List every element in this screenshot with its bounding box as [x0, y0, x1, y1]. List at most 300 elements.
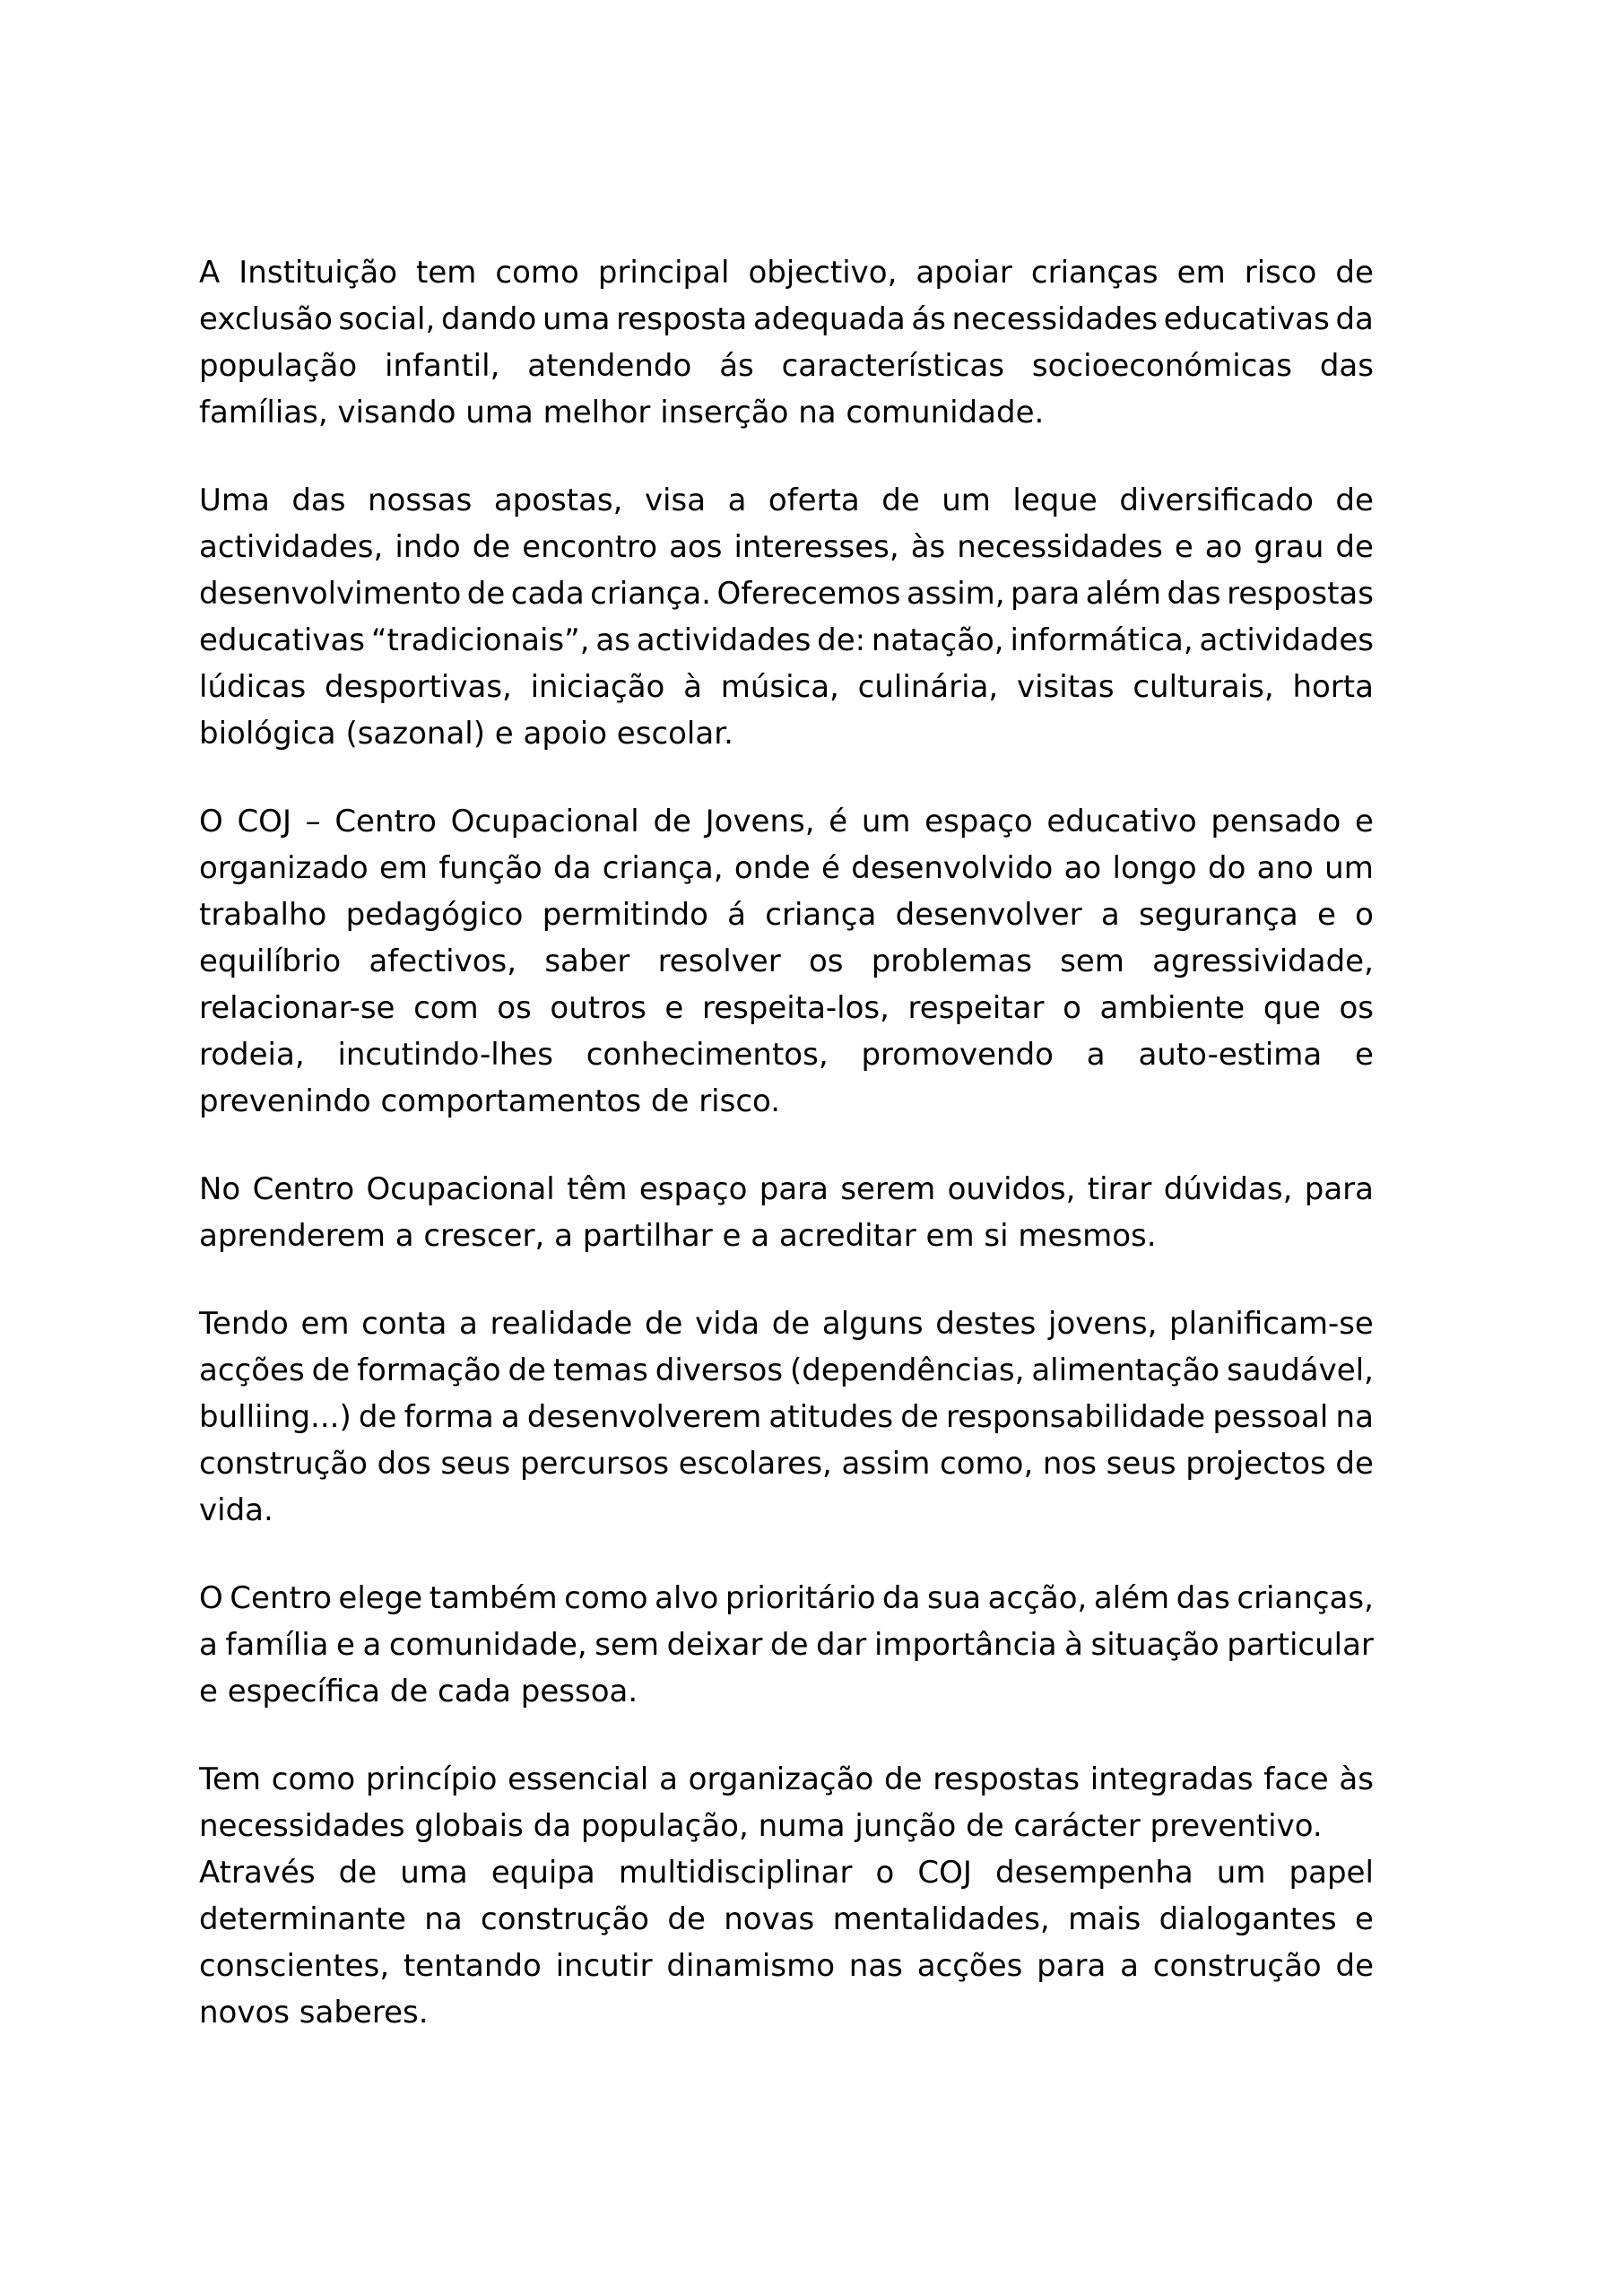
word: essencial	[508, 1761, 649, 1797]
word: (dependências,	[790, 1352, 1025, 1388]
word: necessidades	[951, 301, 1159, 337]
word: Centro	[334, 804, 437, 839]
word: de	[1335, 483, 1374, 518]
word: COJ	[917, 1855, 972, 1891]
word: crianças	[1030, 255, 1159, 291]
word: formação	[357, 1352, 501, 1388]
word: trabalho	[199, 897, 327, 933]
word: à	[1064, 1627, 1083, 1663]
word: ano	[1256, 850, 1314, 886]
word: construção	[1152, 1948, 1322, 1984]
word: nas	[848, 1948, 903, 1984]
word: e	[1174, 529, 1193, 565]
word: como,	[940, 1446, 1034, 1482]
word: e	[1316, 897, 1336, 933]
word: de	[358, 1399, 397, 1435]
word: educativas	[199, 622, 366, 658]
word: de	[466, 576, 506, 612]
word: “tradicionais”,	[370, 622, 590, 658]
word: além	[1085, 576, 1162, 612]
word: em	[300, 1306, 350, 1342]
word: necessidades	[957, 529, 1163, 565]
text-line	[199, 985, 1374, 1031]
word: na	[424, 1901, 463, 1937]
paragraph	[199, 1166, 1374, 1259]
word: criança	[765, 897, 877, 933]
word: escolares,	[678, 1446, 832, 1482]
word: e	[1355, 1037, 1374, 1073]
text-line: aprenderem a crescer, a partilhar e a acreditar em si mesmos.	[199, 1218, 1157, 1254]
text-line	[199, 249, 1374, 296]
word: relacionar-se	[199, 990, 395, 1026]
word: ambiente	[1099, 990, 1245, 1026]
word: como	[564, 1580, 648, 1616]
word: de	[769, 1627, 809, 1663]
word: pensado	[1211, 804, 1341, 839]
text-line	[199, 570, 1374, 617]
word: a	[727, 483, 747, 518]
word: a	[199, 1627, 218, 1663]
word: sem	[1060, 944, 1124, 979]
word: agressividade,	[1152, 944, 1374, 979]
word: á	[727, 897, 746, 933]
text-line	[199, 1394, 1374, 1440]
word: alguns	[821, 1306, 924, 1342]
word: promovendo	[861, 1037, 1054, 1073]
word: com	[413, 990, 479, 1026]
word: infantil,	[385, 348, 500, 384]
word: Centro	[230, 1580, 332, 1616]
text-line	[199, 1440, 1374, 1487]
word: a	[500, 1399, 520, 1435]
word: equipa	[490, 1855, 595, 1891]
word: das	[1167, 576, 1221, 612]
word: serem	[840, 1171, 936, 1207]
word: princípio	[365, 1761, 498, 1797]
word: apostas,	[493, 483, 623, 518]
word: No	[199, 1171, 241, 1207]
word: alvo	[655, 1580, 719, 1616]
text-line	[199, 1166, 1374, 1213]
word: planificam-se	[1169, 1306, 1374, 1342]
word: destes	[935, 1306, 1037, 1342]
word: espaço	[638, 1171, 748, 1207]
text-line	[199, 938, 1374, 985]
text-line	[199, 617, 1374, 664]
text-line	[199, 664, 1374, 710]
text-line	[199, 1756, 1374, 1803]
word: dando	[440, 301, 537, 337]
text-line	[199, 798, 1374, 845]
word: de	[883, 1761, 923, 1797]
word: em	[1176, 255, 1226, 291]
paragraph	[199, 1756, 1374, 1849]
word: desenvolvido	[851, 850, 1054, 886]
word: ouvidos,	[947, 1171, 1076, 1207]
word: culturais,	[1133, 669, 1274, 705]
word: de	[667, 1901, 706, 1937]
word: importância	[873, 1627, 1057, 1663]
word: o	[875, 1855, 895, 1891]
word: ao	[1204, 529, 1243, 565]
word: assim	[841, 1446, 931, 1482]
word: à	[683, 669, 702, 705]
word: incutindo-lhes	[337, 1037, 553, 1073]
word: lúdicas	[199, 669, 307, 705]
text-line: necessidades globais da população, numa junção de carácter preventivo.	[199, 1808, 1323, 1844]
word: educativo	[1046, 804, 1197, 839]
word: das	[1176, 1580, 1230, 1616]
word: alimentação	[1031, 1352, 1220, 1388]
word: a	[362, 1627, 382, 1663]
word: dúvidas,	[1163, 1171, 1293, 1207]
text-line	[199, 524, 1374, 570]
word: seus	[440, 1446, 511, 1482]
word: assim,	[906, 576, 1005, 612]
word: natação,	[871, 622, 1004, 658]
word: um	[942, 483, 991, 518]
text-line: biológica (sazonal) e apoio escolar.	[199, 716, 733, 752]
word: de	[1335, 255, 1374, 291]
word: de:	[817, 622, 866, 658]
word: actividades	[636, 622, 812, 658]
word: para	[759, 1171, 829, 1207]
word: seus	[1106, 1446, 1176, 1482]
word: e	[1355, 804, 1374, 839]
word: O	[199, 1580, 223, 1616]
text-line	[199, 1031, 1374, 1078]
word: a	[459, 1306, 478, 1342]
word: Oferecemos	[716, 576, 901, 612]
word: acções	[199, 1352, 305, 1388]
word: de	[1335, 1948, 1374, 1984]
text-line	[199, 1849, 1374, 1896]
text-line: prevenindo comportamentos de risco.	[199, 1083, 781, 1119]
word: bulliing...)	[199, 1399, 352, 1435]
word: um	[861, 804, 911, 839]
word: atendendo	[527, 348, 692, 384]
word: papel	[1289, 1855, 1374, 1891]
word: exclusão	[199, 301, 333, 337]
word: educativas	[1163, 301, 1330, 337]
text-block	[199, 249, 1374, 2036]
word: como	[271, 1761, 356, 1797]
word: Ocupacional	[450, 804, 639, 839]
word: pedagógico	[345, 897, 524, 933]
word: realidade	[490, 1306, 633, 1342]
paragraph	[199, 1849, 1374, 2036]
word: organização	[688, 1761, 874, 1797]
text-line	[199, 845, 1374, 891]
word: organizado	[199, 850, 369, 886]
word: de	[472, 529, 511, 565]
text-line	[199, 1300, 1374, 1347]
word: visa	[644, 483, 707, 518]
word: da	[1335, 301, 1374, 337]
word: de	[644, 1306, 683, 1342]
word: desenvolver	[895, 897, 1082, 933]
word: o	[1063, 990, 1081, 1026]
word: música,	[720, 669, 839, 705]
text-line	[199, 1347, 1374, 1394]
word: desenvolvimento	[199, 576, 462, 612]
word: de	[311, 1352, 351, 1388]
text-line	[199, 343, 1374, 389]
word: particular	[1227, 1627, 1374, 1663]
word: novas	[724, 1901, 815, 1937]
word: o	[1355, 897, 1374, 933]
word: os	[1339, 990, 1374, 1026]
word: das	[1319, 348, 1374, 384]
text-line	[199, 1896, 1374, 1943]
word: A	[199, 255, 221, 291]
text-line	[199, 891, 1374, 938]
word: os	[808, 944, 844, 979]
word: actividades	[1199, 622, 1374, 658]
word: e	[336, 1627, 355, 1663]
word: prioritário	[725, 1580, 876, 1616]
word: têm	[567, 1171, 628, 1207]
word: sem	[595, 1627, 660, 1663]
word: respostas	[933, 1761, 1081, 1797]
word: uma	[542, 301, 611, 337]
word: social,	[338, 301, 436, 337]
text-line: famílias, visando uma melhor inserção na comunidade.	[199, 395, 1045, 430]
word: deixar	[666, 1627, 763, 1663]
word: actividades,	[199, 529, 384, 565]
word: de	[653, 804, 691, 839]
word: leque	[1012, 483, 1098, 518]
word: determinante	[199, 1901, 406, 1937]
word: construção	[481, 1901, 649, 1937]
word: nossas	[367, 483, 473, 518]
word: onde	[733, 850, 811, 886]
word: de	[1335, 529, 1374, 565]
word: população	[199, 348, 358, 384]
word: respostas	[1227, 576, 1374, 612]
word: rodeia,	[199, 1037, 305, 1073]
text-line	[199, 1943, 1374, 1989]
text-line	[199, 477, 1374, 524]
word: crianças,	[1237, 1580, 1374, 1616]
word: a	[659, 1761, 678, 1797]
word: a	[1086, 1037, 1106, 1073]
word: características	[781, 348, 1005, 384]
word: dinamismo	[666, 1948, 836, 1984]
text-line	[199, 1575, 1374, 1622]
word: forma	[404, 1399, 494, 1435]
word: de	[881, 483, 920, 518]
word: objectivo,	[748, 255, 898, 291]
word: equilíbrio	[199, 944, 342, 979]
word: nos	[1042, 1446, 1097, 1482]
word: cada	[510, 576, 585, 612]
word: a	[1120, 1948, 1139, 1984]
word: oferta	[768, 483, 860, 518]
word: e	[1355, 1901, 1374, 1937]
word: dos	[377, 1446, 431, 1482]
word: pessoal	[1212, 1399, 1329, 1435]
word: projectos	[1185, 1446, 1326, 1482]
word: longo	[1112, 850, 1197, 886]
word: principal	[597, 255, 730, 291]
word: problemas	[871, 944, 1032, 979]
word: jovens,	[1048, 1306, 1158, 1342]
word: –	[305, 804, 321, 839]
word: risco	[1244, 255, 1317, 291]
word: mais	[1068, 1901, 1141, 1937]
word: conhecimentos,	[586, 1037, 829, 1073]
word: às	[910, 529, 946, 565]
word: culinária,	[857, 669, 999, 705]
text-line: vida.	[199, 1492, 273, 1528]
word: tem	[416, 255, 477, 291]
text-line	[199, 296, 1374, 343]
word: segurança	[1139, 897, 1298, 933]
word: saber	[544, 944, 630, 979]
word: desportivas,	[325, 669, 512, 705]
word: visitas	[1016, 669, 1115, 705]
word: para	[1037, 1948, 1107, 1984]
word: ao	[1063, 850, 1102, 886]
paragraph	[199, 798, 1374, 1125]
word: responsabilidade	[945, 1399, 1206, 1435]
word: diversificado	[1119, 483, 1314, 518]
word: Tem	[199, 1761, 262, 1797]
word: para	[1011, 576, 1081, 612]
word: incutir	[555, 1948, 653, 1984]
word: construção	[199, 1446, 368, 1482]
paragraph	[199, 249, 1374, 436]
word: a	[1100, 897, 1120, 933]
word: O	[199, 804, 223, 839]
word: Através	[199, 1855, 316, 1891]
text-line: novos saberes.	[199, 1995, 429, 2031]
word: vida	[695, 1306, 760, 1342]
word: acção,	[987, 1580, 1088, 1616]
word: grau	[1254, 529, 1324, 565]
word: para	[1304, 1171, 1374, 1207]
word: multidisciplinar	[618, 1855, 853, 1891]
paragraph	[199, 1575, 1374, 1715]
word: os	[497, 990, 532, 1026]
word: elege	[338, 1580, 423, 1616]
word: Tendo	[199, 1306, 289, 1342]
word: horta	[1292, 669, 1374, 705]
word: acções	[916, 1948, 1023, 1984]
word: como	[495, 255, 579, 291]
word: face	[1263, 1761, 1329, 1797]
text-line: e específica de cada pessoa.	[199, 1674, 638, 1709]
word: desenvolverem	[526, 1399, 762, 1435]
text-line	[199, 1622, 1374, 1668]
word: uma	[400, 1855, 468, 1891]
word: dar	[816, 1627, 867, 1663]
word: de	[900, 1399, 939, 1435]
word: COJ	[237, 804, 291, 839]
word: é	[829, 804, 848, 839]
word: respeitar	[907, 990, 1045, 1026]
word: apoiar	[916, 255, 1012, 291]
word: de	[771, 1306, 811, 1342]
word: desempenha	[995, 1855, 1193, 1891]
word: da	[882, 1580, 921, 1616]
paragraph	[199, 477, 1374, 757]
word: percursos	[519, 1446, 670, 1482]
word: além	[1093, 1580, 1170, 1616]
word: Uma	[199, 483, 270, 518]
word: Ocupacional	[366, 1171, 555, 1207]
word: criança.	[590, 576, 711, 612]
word: que	[1263, 990, 1321, 1026]
word: do	[1207, 850, 1246, 886]
word: indo	[395, 529, 461, 565]
word: criança,	[602, 850, 724, 886]
word: atitudes	[768, 1399, 894, 1435]
paragraph	[199, 1300, 1374, 1534]
word: outros	[550, 990, 647, 1026]
word: de	[508, 1352, 546, 1388]
word: e	[664, 990, 684, 1026]
word: iniciação	[530, 669, 665, 705]
word: interesses,	[733, 529, 899, 565]
word: Instituição	[239, 255, 398, 291]
word: afectivos,	[369, 944, 517, 979]
word: às	[1339, 1761, 1374, 1797]
word: integradas	[1089, 1761, 1254, 1797]
word: conta	[361, 1306, 447, 1342]
word: Jovens,	[705, 804, 815, 839]
word: situação	[1090, 1627, 1219, 1663]
word: auto-estima	[1138, 1037, 1323, 1073]
word: dialogantes	[1159, 1901, 1337, 1937]
word: respeita-los,	[701, 990, 890, 1026]
word: de	[338, 1855, 378, 1891]
word: um	[1216, 1855, 1266, 1891]
word: as	[595, 622, 630, 658]
word: socioeconómicas	[1031, 348, 1292, 384]
word: também	[429, 1580, 558, 1616]
word: função	[438, 850, 542, 886]
word: resposta	[616, 301, 748, 337]
word: Centro	[252, 1171, 355, 1207]
word: das	[291, 483, 346, 518]
word: mentalidades,	[832, 1901, 1050, 1937]
word: sua	[927, 1580, 982, 1616]
word: em	[378, 850, 429, 886]
word: diversos	[655, 1352, 784, 1388]
word: resolver	[657, 944, 781, 979]
word: ás	[911, 301, 946, 337]
word: um	[1324, 850, 1374, 886]
word: aos	[669, 529, 723, 565]
word: família	[225, 1627, 329, 1663]
word: espaço	[924, 804, 1033, 839]
word: permitindo	[542, 897, 708, 933]
word: informática,	[1010, 622, 1193, 658]
word: tentando	[403, 1948, 542, 1984]
word: comunidade,	[388, 1627, 587, 1663]
word: ás	[719, 348, 754, 384]
word: adequada	[752, 301, 906, 337]
word: é	[821, 850, 840, 886]
word: temas	[552, 1352, 648, 1388]
word: da	[553, 850, 592, 886]
word: tirar	[1087, 1171, 1152, 1207]
word: na	[1335, 1399, 1374, 1435]
word: encontro	[522, 529, 658, 565]
word: conscientes,	[199, 1948, 390, 1984]
